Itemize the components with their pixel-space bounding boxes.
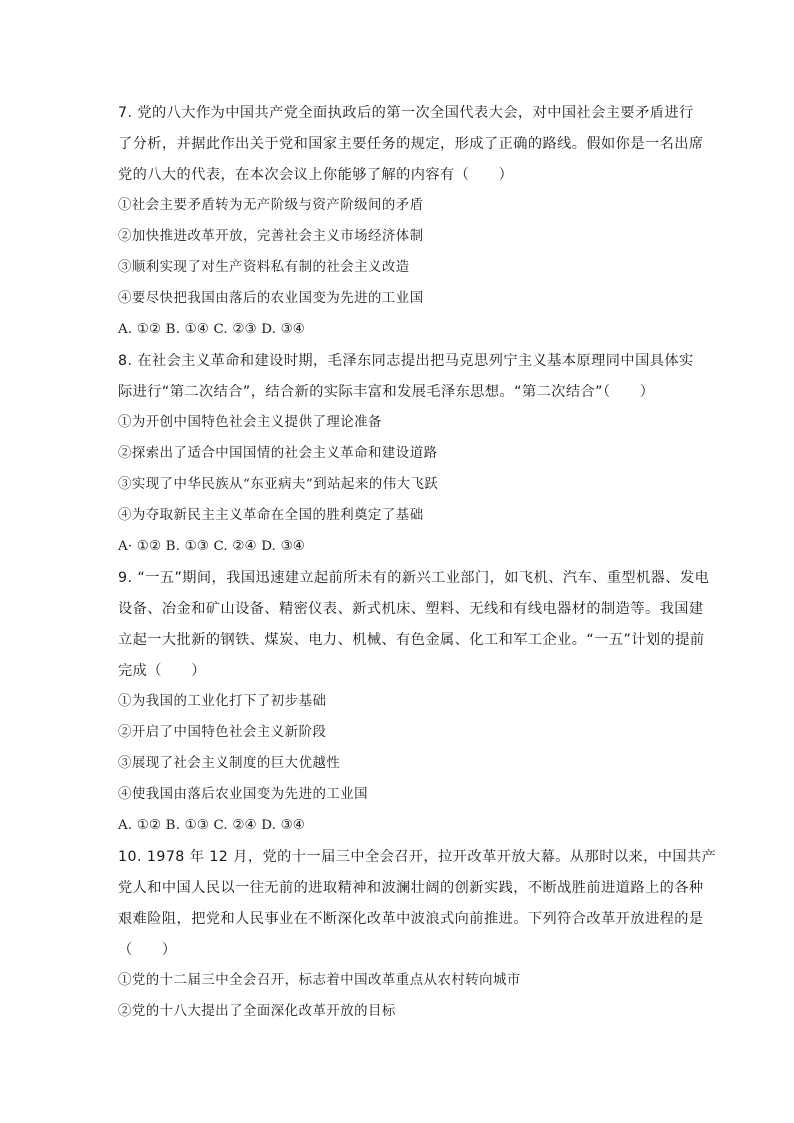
q9-stem-line-2: 设备、冶金和矿山设备、精密仪表、新式机床、塑料、无线和有线电器材的制造等。我国建 [118, 601, 704, 617]
q8-option-2: ②探索出了适合中国国情的社会主义革命和建设道路 [118, 446, 438, 461]
q10-stem-line-4: （ ） [118, 942, 177, 958]
q8-stem-line-1: 8. 在社会主义革命和建设时期，毛泽东同志提出把马克思列宁主义基本原理同中国具体实 [118, 353, 694, 369]
q10-stem-line-2: 党人和中国人民以一往无前的进取精神和波澜壮阔的创新实践，不断战胜前进道路上的各种 [118, 880, 704, 896]
q8-stem-line-2: 际进行“第二次结合”，结合新的实际丰富和发展毛泽东思想。“第二次结合”（ ） [118, 384, 655, 400]
q9-option-1: ①为我国的工业化打下了初步基础 [118, 694, 327, 709]
q9-option-3: ③展现了社会主义制度的巨大优越性 [118, 756, 341, 771]
q7-option-2: ②加快推进改革开放，完善社会主义市场经济体制 [118, 229, 424, 244]
q9-stem-line-1: 9. “一五”期间，我国迅速建立起前所未有的新兴工业部门，如飞机、汽车、重型机器、发电 [118, 570, 710, 586]
q7-stem-line-1: 7. 党的八大作为中国共产党全面执政后的第一次全国代表大会，对中国社会主要矛盾进行 [118, 105, 694, 121]
q8-option-1: ①为开创中国特色社会主义提供了理论准备 [118, 415, 382, 430]
q9-option-4: ④使我国由落后农业国变为先进的工业国 [118, 787, 369, 802]
q8-option-3: ③实现了中华民族从“东亚病夫”到站起来的伟大飞跃 [118, 477, 439, 492]
q9-stem-line-4: 完成（ ） [118, 663, 206, 679]
q7-answer-choices: A. ①② B. ①④ C. ②③ D. ③④ [118, 322, 305, 337]
q7-option-3: ③顺利实现了对生产资料私有制的社会主义改造 [118, 260, 410, 275]
q8-option-4: ④为夺取新民主主义革命在全国的胜利奠定了基础 [118, 508, 424, 523]
q10-stem-line-3: 艰难险阻，把党和人民事业在不断深化改革中波浪式向前推进。下列符合改革开放进程的是 [118, 911, 704, 927]
q7-stem-line-3: 党的八大的代表，在本次会议上你能够了解的内容有（ ） [118, 167, 514, 183]
q9-answer-choices: A. ①② B. ①③ C. ②④ D. ③④ [118, 818, 305, 833]
q10-option-1: ①党的十二届三中全会召开，标志着中国改革重点从农村转向城市 [118, 973, 521, 988]
q7-option-4: ④要尽快把我国由落后的农业国变为先进的工业国 [118, 291, 424, 306]
q10-option-2: ②党的十八大提出了全面深化改革开放的目标 [118, 1004, 396, 1019]
q9-option-2: ②开启了中国特色社会主义新阶段 [118, 725, 327, 740]
q8-answer-choices: A· ①② B. ①③ C. ②④ D. ③④ [118, 539, 305, 554]
q7-stem-line-2: 了分析，并据此作出关于党和国家主要任务的规定，形成了正确的路线。假如你是一名出席 [118, 136, 704, 152]
q9-stem-line-3: 立起一大批新的钢铁、煤炭、电力、机械、有色金属、化工和军工企业。“一五”计划的提前 [118, 632, 705, 648]
q7-option-1: ①社会主要矛盾转为无产阶级与资产阶级间的矛盾 [118, 198, 424, 213]
q10-stem-line-1: 10. 1978 年 12 月，党的十一届三中全会召开，拉开改革开放大幕。从那时以来，中国共产 [118, 849, 717, 865]
